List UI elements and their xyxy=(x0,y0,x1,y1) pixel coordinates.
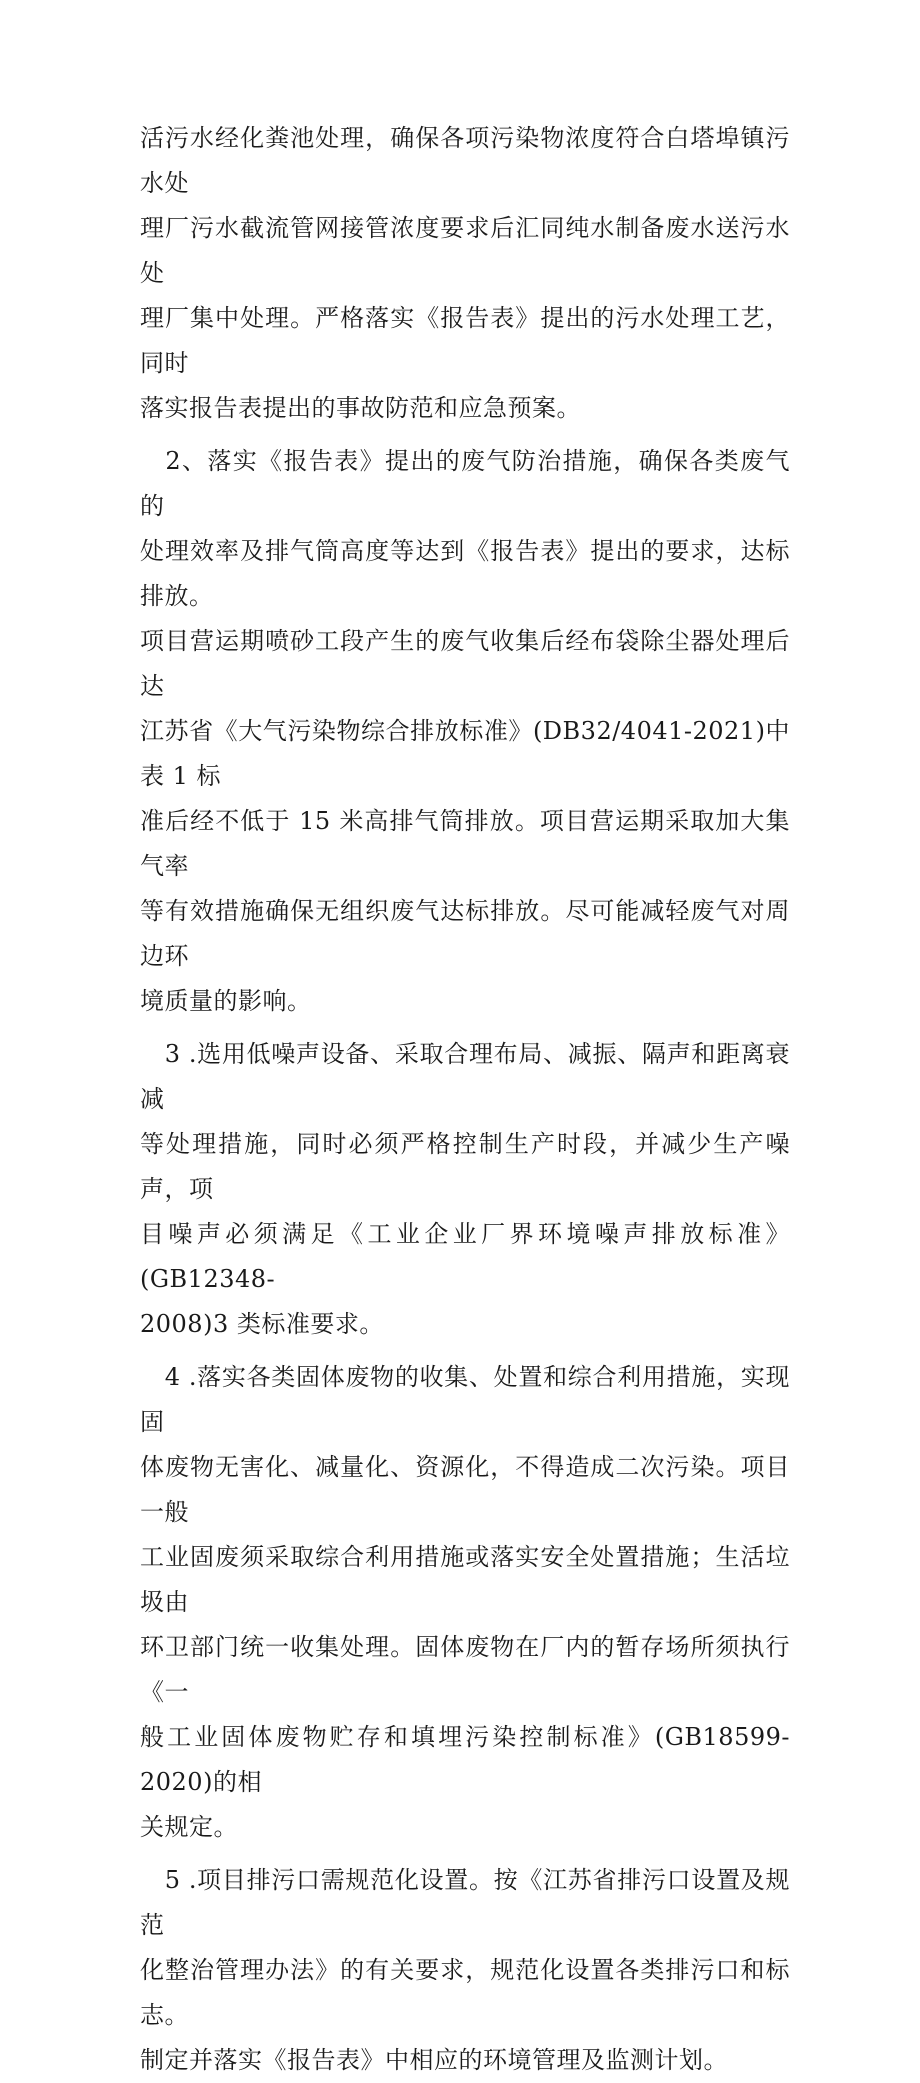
paragraph-item-4-solid-waste: 4 .落实各类固体废物的收集、处置和综合利用措施，实现固 体废物无害化、减量化、资源化，不得造成二次污染。项目一般 工业固废须采取综合利用措施或落实安全处置措施；生活垃圾由 环卫部门统一收集处理。固体废物在厂内的暂存场所须执行《一 般工业固体废物贮存和填埋污染控制标准》(GB18599-2020)的相 关规定。 xyxy=(140,1363,790,1841)
paragraph-gap xyxy=(140,1850,790,1858)
paragraph-gap xyxy=(140,431,790,439)
paragraph-item-5-discharge-outlet: 5 .项目排污口需规范化设置。按《江苏省排污口设置及规范 化整治管理办法》的有关要求，规范化设置各类排污口和标志。 制定并落实《报告表》中相应的环境管理及监测计划。 xyxy=(140,1866,790,2074)
paragraph-gap xyxy=(140,1347,790,1355)
paragraph-gap xyxy=(140,1024,790,1032)
paragraph-item-2-exhaust-gas: 2、落实《报告表》提出的废气防治措施，确保各类废气的 处理效率及排气筒高度等达到《报告表》提出的要求，达标排放。 项目营运期喷砂工段产生的废气收集后经布袋除尘器处理后达 江苏省《大气污染物综合排放标准》(DB32/4041-2021)中表 1 标 准后经不低于 15 米高排气筒排放。项目营运期采取加大集气率 等有效措施确保无组织废气达标排放。尽可能减轻废气对周边环 境质量的影响。 xyxy=(140,447,790,1015)
document-body xyxy=(140,116,790,2083)
paragraph-item-3-noise: 3 .选用低噪声设备、采取合理布局、减振、隔声和距离衰减 等处理措施，同时必须严格控制生产时段，并减少生产噪声，项 目噪声必须满足《工业企业厂界环境噪声排放标准》(GB12348- 2008)3 类标准要求。 xyxy=(140,1040,790,1338)
paragraph-wastewater-continuation: 活污水经化粪池处理，确保各项污染物浓度符合白塔埠镇污水处 理厂污水截流管网接管浓度要求后汇同纯水制备废水送污水处 理厂集中处理。严格落实《报告表》提出的污水处理工艺，同时 落实报告表提出的事故防范和应急预案。 xyxy=(140,124,790,422)
